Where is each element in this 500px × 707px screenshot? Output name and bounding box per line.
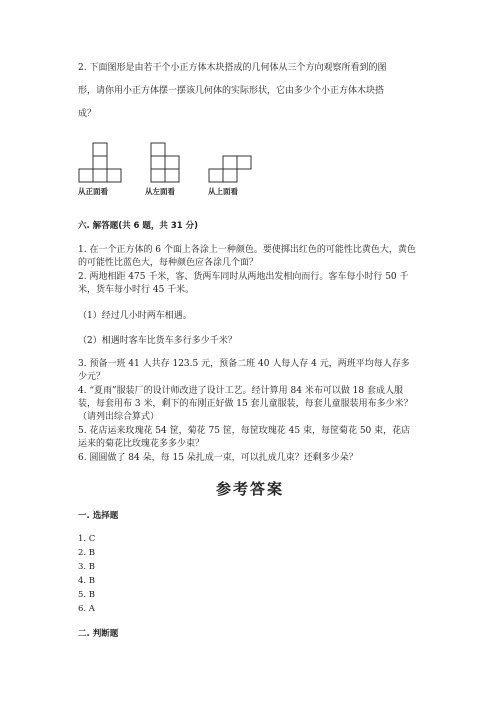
answer-section-2-heading: 二. 判断题: [78, 629, 119, 639]
top-view-drawing: [208, 142, 268, 184]
left-view-figure: [145, 142, 195, 196]
section-6-question-2a: （1）经过几小时两车相遇。: [78, 311, 192, 321]
section-6-question-2: 2. 两地相距 475 千米，客、货两车同时从两地出发相向而行。客车每小时行 50 千米，货车每小时行 45 千米。: [78, 272, 409, 295]
answer-item: 4. B: [78, 576, 96, 586]
answer-item: 2. B: [78, 548, 96, 558]
left-view-drawing: [145, 142, 195, 184]
answer-item: 3. B: [78, 562, 96, 572]
section-6-question-6: 6. 圆圆做了 84 朵，每 15 朵扎成一束，可以扎成几束？还剩多少朵？: [78, 453, 358, 463]
answer-item: 6. A: [78, 604, 95, 614]
question-2-line-1: 2. 下面图形是由若干个小正方体木块搭成的几何体从三个方向观察所看到的图: [78, 63, 387, 73]
top-view-figure: [208, 142, 268, 196]
top-view-caption: 从上面看: [208, 187, 238, 196]
section-6-question-1: 1. 在一个正方体的 6 个面上各涂上一种颜色。要使掷出红色的可能性比黄色大，黄色的可能性比蓝色大，每种颜色应各涂几个面？: [78, 245, 416, 268]
front-view-caption: 从正面看: [78, 187, 108, 196]
answer-item: 1. C: [78, 534, 96, 544]
section-6-question-2b: （2）相遇时客车比货车多行多少千米？: [78, 336, 237, 346]
section-6-question-5: 5. 花店运来玫瑰花 54 筐，菊花 75 筐，每筐玫瑰花 45 束，每筐菊花 50 束，花店运来的菊花比玫瑰花多多少束？: [78, 426, 411, 449]
section-6-question-4: 4. “夏雨”服装厂的设计师改进了设计工艺。经计算用 84 米布可以做 18 套成人服装，每套用布 3 米，剩下的布刚正好做 15 套儿童服装，每套儿童服装用布多少米？（请列出综合算式）: [78, 386, 413, 422]
section-6-question-3: 3. 预备一班 41 人共存 123.5 元，预备二班 40 人每人存 4 元，两班平均每人存多少元？: [78, 359, 410, 382]
question-2-line-3: 成？: [78, 109, 97, 119]
answer-item: 5. B: [78, 590, 96, 600]
front-view-figure: [78, 142, 128, 196]
answer-section-1-heading: 一. 选择题: [78, 511, 119, 521]
left-view-caption: 从左面看: [145, 187, 175, 196]
section-6-heading: 六. 解答题(共 6 题，共 31 分): [78, 221, 199, 231]
question-2-line-2: 形，请你用小正方体摆一摆该几何体的实际形状，它由多少个小正方体木块搭: [78, 86, 385, 96]
front-view-drawing: [78, 142, 128, 184]
answer-key-title: 参考答案: [215, 480, 284, 498]
